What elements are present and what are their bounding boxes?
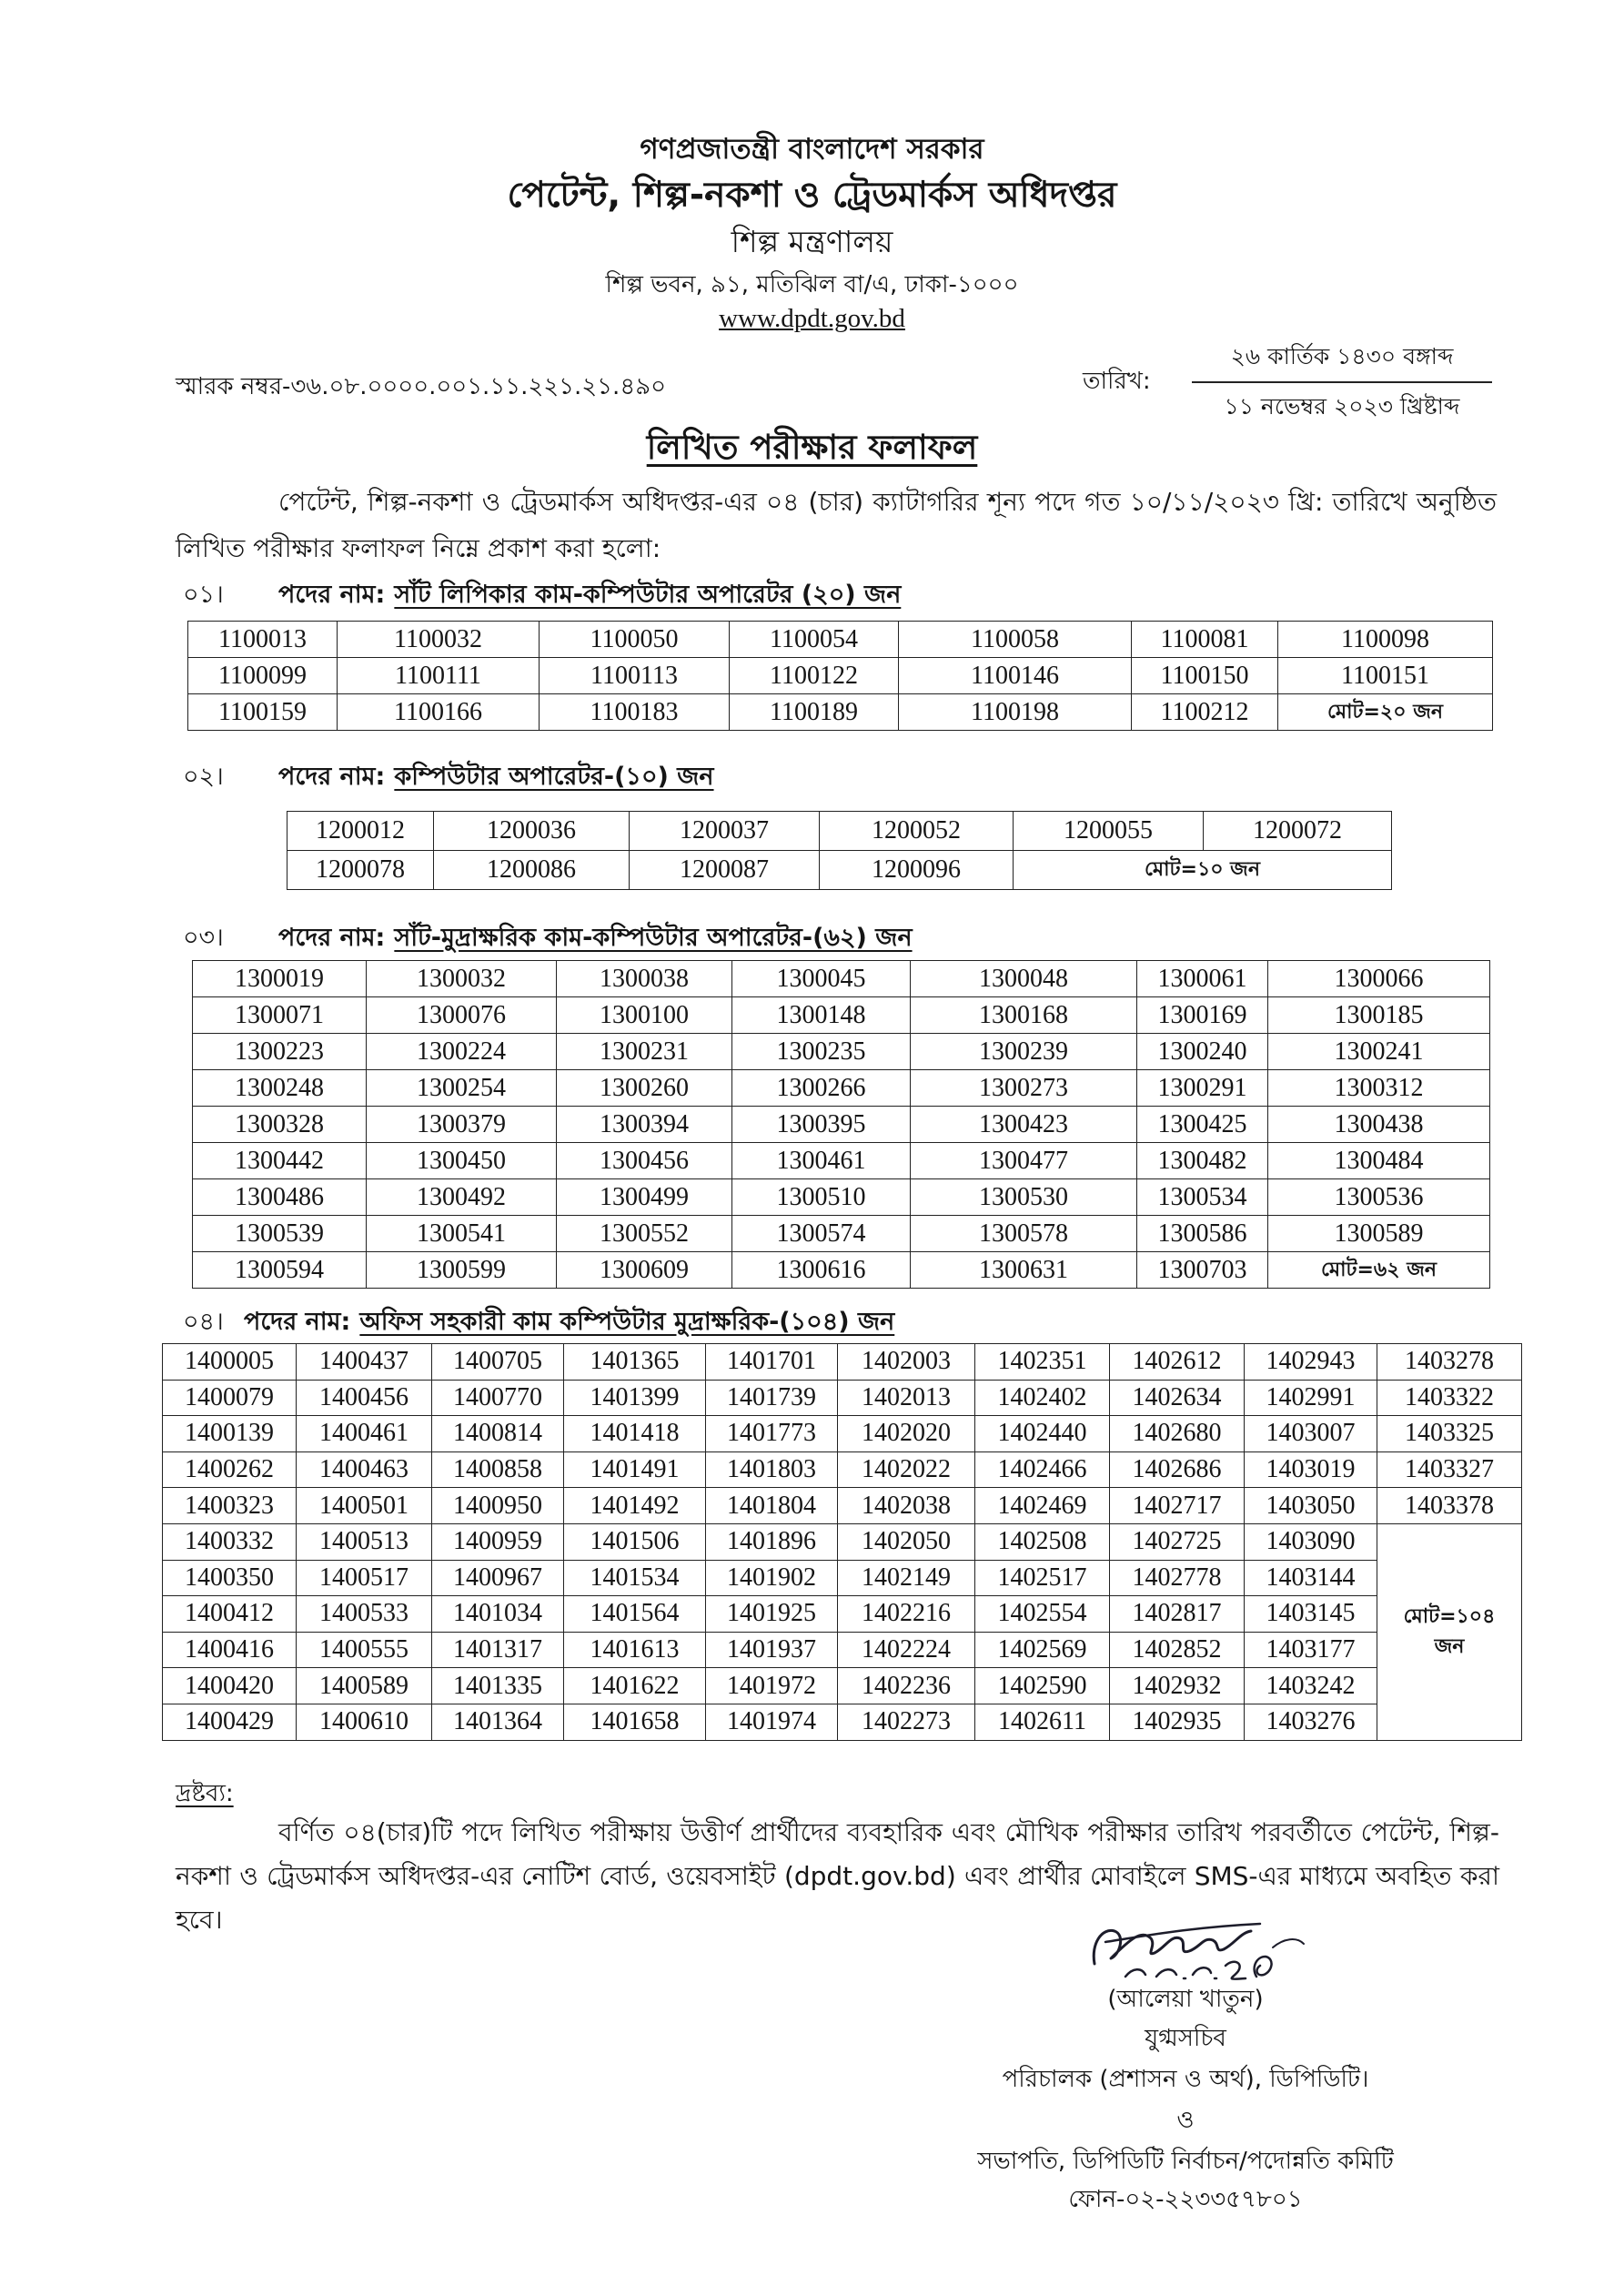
roll-number-cell: 1300328 (193, 1107, 367, 1143)
roll-number-cell: 1300223 (193, 1034, 367, 1070)
document-title-line (0, 420, 1624, 478)
roll-number-cell: 1300450 (367, 1143, 557, 1179)
roll-number-cell: 1400463 (297, 1451, 432, 1488)
roll-number-cell: 1100032 (338, 622, 540, 658)
roll-number-cell: 1300100 (557, 997, 732, 1034)
table-row (193, 1252, 1490, 1289)
ministry-name: শিল্প মন্ত্রণালয় (731, 224, 893, 259)
roll-number-cell: 1402216 (838, 1596, 975, 1633)
roll-number-cell: 1300484 (1268, 1143, 1490, 1179)
roll-number-cell: 1402508 (975, 1523, 1110, 1560)
table-row (193, 1070, 1490, 1107)
roll-number-cell: 1402569 (975, 1632, 1110, 1668)
roll-number-cell: 1300395 (732, 1107, 911, 1143)
roll-number-cell: 1300291 (1137, 1070, 1268, 1107)
roll-number-cell: 1403019 (1245, 1451, 1377, 1488)
roll-number-cell: 1401418 (564, 1416, 706, 1452)
roll-number-cell: 1402038 (838, 1488, 975, 1524)
roll-number-cell: 1100198 (899, 694, 1132, 731)
roll-number-cell: 1300148 (732, 997, 911, 1034)
roll-number-cell: 1403007 (1245, 1416, 1377, 1452)
roll-number-cell: 1100013 (188, 622, 338, 658)
date-bangla: ২৬ কার্তিক ১৪৩০ বঙ্গাব্দ (1192, 339, 1492, 383)
roll-number-cell: 1300231 (557, 1034, 732, 1070)
roll-number-cell: 1300168 (911, 997, 1137, 1034)
roll-number-cell: 1402991 (1245, 1380, 1377, 1416)
roll-number-cell: 1300586 (1137, 1216, 1268, 1252)
roll-number-cell: 1300492 (367, 1179, 557, 1216)
roll-number-cell: 1300423 (911, 1107, 1137, 1143)
roll-number-cell: 1402817 (1110, 1596, 1245, 1633)
section-serial: ০২। (183, 762, 224, 791)
date-label: তারিখ: (1083, 368, 1151, 395)
roll-number-cell: 1400501 (297, 1488, 432, 1524)
roll-number-cell: 1100146 (899, 658, 1132, 694)
roll-number-cell: 1300541 (367, 1216, 557, 1252)
memo-number: স্মারক নম্বর-৩৬.০৮.০০০০.০০১.১১.২২১.২১.৪৯০ (176, 373, 666, 400)
roll-number-cell: 1300589 (1268, 1216, 1490, 1252)
table-row (188, 658, 1493, 694)
roll-number-cell: 1401773 (706, 1416, 838, 1452)
roll-number-cell: 1300703 (1137, 1252, 1268, 1289)
roll-number-cell: 1100183 (540, 694, 730, 731)
roll-number-cell: 1100098 (1278, 622, 1493, 658)
roll-number-cell: 1200012 (287, 812, 434, 851)
roll-number-cell: 1100058 (899, 622, 1132, 658)
roll-number-cell: 1401896 (706, 1523, 838, 1560)
roll-number-cell: 1401317 (432, 1632, 564, 1668)
table-row (188, 694, 1493, 731)
signatory-role-director: পরিচালক (প্রশাসন ও অর্থ), ডিপিডিটি। (1002, 2066, 1369, 2093)
note-label: দ্রষ্টব্য: (176, 1780, 234, 1807)
roll-number-cell: 1400814 (432, 1416, 564, 1452)
roll-number-cell: 1403378 (1377, 1488, 1522, 1524)
roll-number-cell: 1300530 (911, 1179, 1137, 1216)
post-label: পদের নাম: (244, 1307, 351, 1336)
roll-number-cell: 1401701 (706, 1344, 838, 1381)
roll-number-cell: 1403276 (1245, 1704, 1377, 1740)
post-name: অফিস সহকারী কাম কম্পিউটার মুদ্রাক্ষরিক-(১০৪) জন (359, 1307, 895, 1336)
roll-number-cell: 1401506 (564, 1523, 706, 1560)
roll-number-cell: 1300534 (1137, 1179, 1268, 1216)
roll-number-cell: 1400858 (432, 1451, 564, 1488)
roll-number-cell: 1300032 (367, 961, 557, 997)
roll-number-cell: 1300552 (557, 1216, 732, 1252)
table-row (193, 961, 1490, 997)
roll-number-cell: 1403145 (1245, 1596, 1377, 1633)
roll-number-cell: 1402680 (1110, 1416, 1245, 1452)
website-line (0, 304, 1624, 334)
intro-paragraph: পেটেন্ট, শিল্প-নকশা ও ট্রেডমার্কস অধিদপ্তর-এর ০৪ (চার) ক্যাটাগরির শূন্য পদে গত ১০/১১/২০২৩ খ্রি: তারিখে অনুষ্ঠিত লিখিত পরীক্ষার ফলাফল নিম্নে প্রকাশ করা হলো: (176, 487, 1497, 563)
roll-number-cell: 1100099 (188, 658, 338, 694)
roll-number-cell: 1401534 (564, 1560, 706, 1596)
roll-number-cell: 1100111 (338, 658, 540, 694)
table-row (188, 622, 1493, 658)
table-row (163, 1488, 1522, 1524)
roll-number-cell: 1400513 (297, 1523, 432, 1560)
roll-number-cell: 1400332 (163, 1523, 297, 1560)
roll-number-cell: 1200037 (630, 812, 820, 851)
roll-number-cell: 1100159 (188, 694, 338, 731)
table-row (193, 1179, 1490, 1216)
roll-number-cell: 1300609 (557, 1252, 732, 1289)
roll-number-cell: 1402634 (1110, 1380, 1245, 1416)
roll-number-cell: 1400610 (297, 1704, 432, 1740)
roll-number-cell: 1300045 (732, 961, 911, 997)
roll-number-cell: 1300477 (911, 1143, 1137, 1179)
roll-number-cell: 1400517 (297, 1560, 432, 1596)
roll-number-cell: 1401335 (432, 1668, 564, 1704)
table-row (163, 1380, 1522, 1416)
roll-number-cell: 1402003 (838, 1344, 975, 1381)
roll-number-cell: 1300510 (732, 1179, 911, 1216)
table-row (193, 1143, 1490, 1179)
total-count-cell: মোট=৬২ জন (1268, 1252, 1490, 1289)
roll-number-cell: 1401658 (564, 1704, 706, 1740)
roll-number-cell: 1400262 (163, 1451, 297, 1488)
roll-number-cell: 1300456 (557, 1143, 732, 1179)
roll-number-cell: 1400967 (432, 1560, 564, 1596)
roll-number-cell: 1402466 (975, 1451, 1110, 1488)
section-serial: ০১। (183, 580, 224, 609)
roll-number-cell: 1400555 (297, 1632, 432, 1668)
roll-number-cell: 1300235 (732, 1034, 911, 1070)
roll-number-cell: 1402149 (838, 1560, 975, 1596)
roll-number-cell: 1300578 (911, 1216, 1137, 1252)
roll-number-cell: 1200086 (434, 851, 630, 890)
note-label-line (176, 1775, 234, 1815)
office-address: শিল্প ভবন, ৯১, মতিঝিল বা/এ, ঢাকা-১০০০ (605, 271, 1019, 298)
table-row (163, 1668, 1522, 1704)
roll-number-cell: 1401972 (706, 1668, 838, 1704)
roll-number-cell: 1100050 (540, 622, 730, 658)
roll-number-cell: 1300499 (557, 1179, 732, 1216)
roll-number-cell: 1400420 (163, 1668, 297, 1704)
roll-number-cell: 1403090 (1245, 1523, 1377, 1560)
roll-number-cell: 1300266 (732, 1070, 911, 1107)
roll-number-cell: 1100212 (1132, 694, 1278, 731)
roll-number-cell: 1402013 (838, 1380, 975, 1416)
roll-number-cell: 1400139 (163, 1416, 297, 1452)
roll-number-cell: 1402440 (975, 1416, 1110, 1452)
result-table-4 (162, 1343, 1522, 1741)
roll-number-cell: 1300254 (367, 1070, 557, 1107)
roll-number-cell: 1300536 (1268, 1179, 1490, 1216)
section-heading-2 (183, 759, 714, 797)
signatory-conjunction: ও (1176, 2107, 1195, 2134)
roll-number-cell: 1403177 (1245, 1632, 1377, 1668)
government-heading: গণপ্রজাতন্ত্রী বাংলাদেশ সরকার (640, 133, 984, 166)
roll-number-cell: 1401937 (706, 1632, 838, 1668)
roll-number-cell: 1300438 (1268, 1107, 1490, 1143)
roll-number-cell: 1403327 (1377, 1451, 1522, 1488)
roll-number-cell: 1300019 (193, 961, 367, 997)
roll-number-cell: 1300241 (1268, 1034, 1490, 1070)
roll-number-cell: 1400005 (163, 1344, 297, 1381)
roll-number-cell: 1100122 (730, 658, 899, 694)
roll-number-cell: 1400705 (432, 1344, 564, 1381)
table-row (163, 1416, 1522, 1452)
roll-number-cell: 1401925 (706, 1596, 838, 1633)
roll-number-cell: 1300224 (367, 1034, 557, 1070)
section-serial: ০৩। (183, 923, 224, 952)
roll-number-cell: 1300599 (367, 1252, 557, 1289)
roll-number-cell: 1100150 (1132, 658, 1278, 694)
roll-number-cell: 1100166 (338, 694, 540, 731)
date-gregorian: ১১ নভেম্বর ২০২৩ খ্রিষ্টাব্দ (1224, 393, 1460, 420)
table-row (193, 1107, 1490, 1143)
roll-number-cell: 1402852 (1110, 1632, 1245, 1668)
roll-number-cell: 1402469 (975, 1488, 1110, 1524)
roll-number-cell: 1402273 (838, 1704, 975, 1740)
roll-number-cell: 1300482 (1137, 1143, 1268, 1179)
total-count-cell: মোট=১০৪ জন (1377, 1523, 1522, 1740)
roll-number-cell: 1402351 (975, 1344, 1110, 1381)
roll-number-cell: 1400437 (297, 1344, 432, 1381)
roll-number-cell: 1400770 (432, 1380, 564, 1416)
roll-number-cell: 1403242 (1245, 1668, 1377, 1704)
roll-number-cell: 1402725 (1110, 1523, 1245, 1560)
roll-number-cell: 1402932 (1110, 1668, 1245, 1704)
roll-number-cell: 1400950 (432, 1488, 564, 1524)
roll-number-cell: 1300273 (911, 1070, 1137, 1107)
roll-number-cell: 1200078 (287, 851, 434, 890)
roll-number-cell: 1100113 (540, 658, 730, 694)
date-block (1192, 339, 1492, 428)
roll-number-cell: 1402224 (838, 1632, 975, 1668)
roll-number-cell: 1300066 (1268, 961, 1490, 997)
roll-number-cell: 1402943 (1245, 1344, 1377, 1381)
roll-number-cell: 1403322 (1377, 1380, 1522, 1416)
result-table-1 (187, 621, 1493, 731)
roll-number-cell: 1200036 (434, 812, 630, 851)
roll-number-cell: 1300076 (367, 997, 557, 1034)
total-count-cell: মোট=১০ জন (1014, 851, 1392, 890)
department-name: পেটেন্ট, শিল্প-নকশা ও ট্রেডমার্কস অধিদপ্তর (507, 175, 1117, 216)
roll-number-cell: 1300185 (1268, 997, 1490, 1034)
roll-number-cell: 1400429 (163, 1704, 297, 1740)
roll-number-cell: 1403050 (1245, 1488, 1377, 1524)
roll-number-cell: 1402022 (838, 1451, 975, 1488)
roll-number-cell: 1300616 (732, 1252, 911, 1289)
table-row (163, 1560, 1522, 1596)
roll-number-cell: 1100081 (1132, 622, 1278, 658)
roll-number-cell: 1300631 (911, 1252, 1137, 1289)
roll-number-cell: 1401491 (564, 1451, 706, 1488)
roll-number-cell: 1401365 (564, 1344, 706, 1381)
total-count-cell: মোট=২০ জন (1278, 694, 1493, 731)
roll-number-cell: 1100054 (730, 622, 899, 658)
signatory-phone: ফোন-০২-২২৩৩৫৭৮০১ (1068, 2186, 1303, 2213)
roll-number-cell: 1402686 (1110, 1451, 1245, 1488)
roll-number-cell: 1401564 (564, 1596, 706, 1633)
roll-number-cell: 1300425 (1137, 1107, 1268, 1143)
roll-number-cell: 1401034 (432, 1596, 564, 1633)
roll-number-cell: 1401803 (706, 1451, 838, 1488)
roll-number-cell: 1200052 (820, 812, 1014, 851)
roll-number-cell: 1300461 (732, 1143, 911, 1179)
section-heading-4 (183, 1304, 894, 1342)
roll-number-cell: 1401399 (564, 1380, 706, 1416)
roll-number-cell: 1300038 (557, 961, 732, 997)
roll-number-cell: 1200055 (1014, 812, 1204, 851)
roll-number-cell: 1400533 (297, 1596, 432, 1633)
roll-number-cell: 1400589 (297, 1668, 432, 1704)
table-row (193, 997, 1490, 1034)
table-row (163, 1704, 1522, 1740)
roll-number-cell: 1402717 (1110, 1488, 1245, 1524)
roll-number-cell: 1402050 (838, 1523, 975, 1560)
roll-number-cell: 1300594 (193, 1252, 367, 1289)
roll-number-cell: 1401613 (564, 1632, 706, 1668)
roll-number-cell: 1300539 (193, 1216, 367, 1252)
roll-number-cell: 1300248 (193, 1070, 367, 1107)
roll-number-cell: 1300312 (1268, 1070, 1490, 1107)
post-name: সাঁট লিপিকার কাম-কম্পিউটার অপারেটর (২০) জন (394, 580, 902, 609)
roll-number-cell: 1400079 (163, 1380, 297, 1416)
roll-number-cell: 1300574 (732, 1216, 911, 1252)
roll-number-cell: 1400350 (163, 1560, 297, 1596)
section-serial: ০৪। (183, 1307, 224, 1336)
roll-number-cell: 1402778 (1110, 1560, 1245, 1596)
roll-number-cell: 1400456 (297, 1380, 432, 1416)
roll-number-cell: 1401622 (564, 1668, 706, 1704)
roll-number-cell: 1401739 (706, 1380, 838, 1416)
document-title: লিখিত পরীক্ষার ফলাফল (646, 428, 978, 467)
roll-number-cell: 1300379 (367, 1107, 557, 1143)
roll-number-cell: 1402590 (975, 1668, 1110, 1704)
table-row (163, 1596, 1522, 1633)
roll-number-cell: 1402554 (975, 1596, 1110, 1633)
roll-number-cell: 1400323 (163, 1488, 297, 1524)
roll-number-cell: 1300169 (1137, 997, 1268, 1034)
roll-number-cell: 1402020 (838, 1416, 975, 1452)
note-paragraph: বর্ণিত ০৪(চার)টি পদে লিখিত পরীক্ষায় উত্তীর্ণ প্রার্থীদের ব্যবহারিক এবং মৌখিক পরীক্ষার তারিখ পরবর্তীতে পেটেন্ট, শিল্প-নকশা ও ট্রেডমার্কস অধিদপ্তর-এর নোটিশ বোর্ড, ওয়েবসাইট (dpdt.gov.bd) এবং প্রার্থীর মোবাইলে SMS-এর মাধ্যমে অবহিত করা হবে। (176, 1817, 1499, 1935)
roll-number-cell: 1402935 (1110, 1704, 1245, 1740)
website-text: www.dpdt.gov.bd (719, 304, 905, 333)
section-heading-1 (183, 577, 901, 615)
roll-number-cell: 1401364 (432, 1704, 564, 1740)
table-row (287, 851, 1392, 890)
table-row (163, 1451, 1522, 1488)
post-label: পদের নাম: (278, 923, 386, 952)
roll-number-cell: 1400461 (297, 1416, 432, 1452)
table-row (163, 1632, 1522, 1668)
roll-number-cell: 1402236 (838, 1668, 975, 1704)
roll-number-cell: 1400412 (163, 1596, 297, 1633)
roll-number-cell: 1100151 (1278, 658, 1493, 694)
table-row (287, 812, 1392, 851)
roll-number-cell: 1403144 (1245, 1560, 1377, 1596)
roll-number-cell: 1200072 (1204, 812, 1392, 851)
roll-number-cell: 1402611 (975, 1704, 1110, 1740)
roll-number-cell: 1300061 (1137, 961, 1268, 997)
roll-number-cell: 1300394 (557, 1107, 732, 1143)
roll-number-cell: 1401974 (706, 1704, 838, 1740)
roll-number-cell: 1300240 (1137, 1034, 1268, 1070)
roll-number-cell: 1402517 (975, 1560, 1110, 1596)
roll-number-cell: 1400416 (163, 1632, 297, 1668)
roll-number-cell: 1100189 (730, 694, 899, 731)
roll-number-cell: 1300486 (193, 1179, 367, 1216)
signatory-role-committee: সভাপতি, ডিপিডিটি নির্বাচন/পদোন্নতি কমিটি (977, 2148, 1394, 2175)
roll-number-cell: 1300048 (911, 961, 1137, 997)
roll-number-cell: 1400959 (432, 1523, 564, 1560)
signatory-name: (আলেয়া খাতুন) (1107, 1986, 1264, 2013)
post-name: কম্পিউটার অপারেটর-(১০) জন (394, 762, 714, 791)
roll-number-cell: 1300260 (557, 1070, 732, 1107)
result-table-2 (287, 811, 1392, 890)
post-label: পদের নাম: (278, 580, 386, 609)
roll-number-cell: 1200087 (630, 851, 820, 890)
roll-number-cell: 1403325 (1377, 1416, 1522, 1452)
roll-number-cell: 1300442 (193, 1143, 367, 1179)
roll-number-cell: 1401492 (564, 1488, 706, 1524)
post-label: পদের নাম: (278, 762, 386, 791)
table-row (193, 1216, 1490, 1252)
roll-number-cell: 1200096 (820, 851, 1014, 890)
roll-number-cell: 1300071 (193, 997, 367, 1034)
post-name: সাঁট-মুদ্রাক্ষরিক কাম-কম্পিউটার অপারেটর-(৬২) জন (394, 923, 913, 952)
signatory-designation: যুগ্মসচিব (1145, 2025, 1226, 2052)
table-row (163, 1523, 1522, 1560)
section-heading-3 (183, 920, 913, 958)
roll-number-cell: 1403278 (1377, 1344, 1522, 1381)
roll-number-cell: 1401902 (706, 1560, 838, 1596)
roll-number-cell: 1300239 (911, 1034, 1137, 1070)
result-table-3 (192, 960, 1490, 1289)
table-row (163, 1344, 1522, 1381)
table-row (193, 1034, 1490, 1070)
roll-number-cell: 1402402 (975, 1380, 1110, 1416)
roll-number-cell: 1401804 (706, 1488, 838, 1524)
roll-number-cell: 1402612 (1110, 1344, 1245, 1381)
